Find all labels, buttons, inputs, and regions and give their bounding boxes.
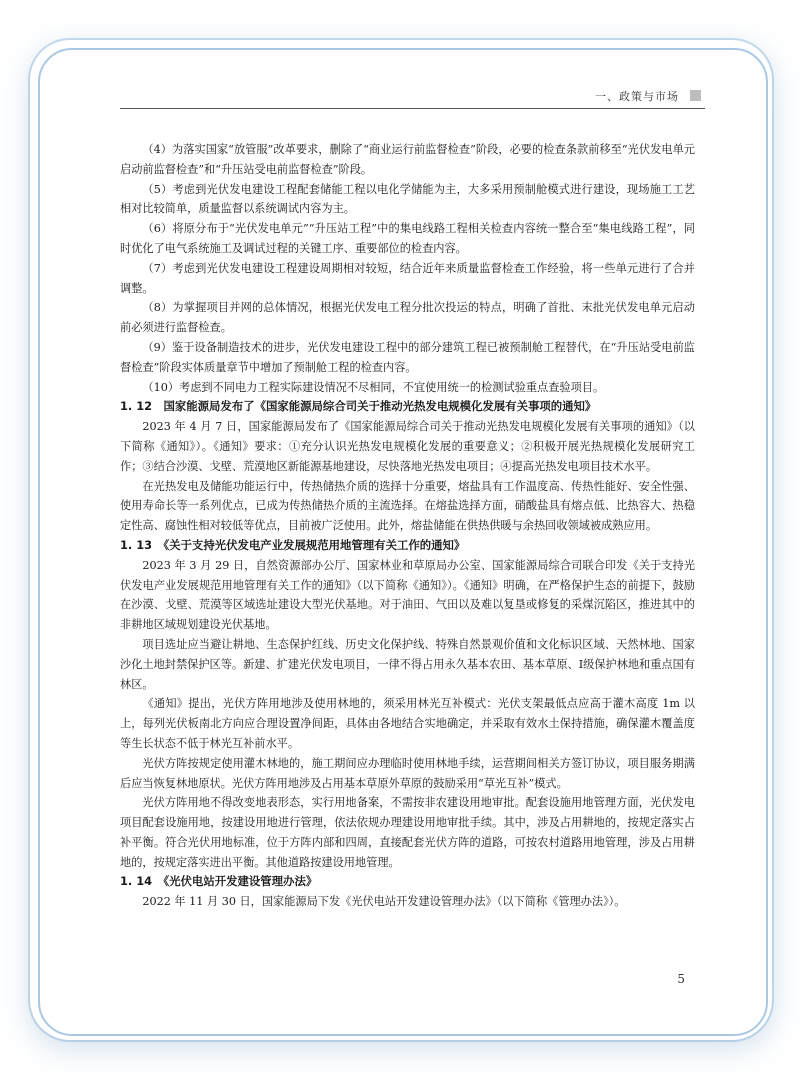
page-body: [120, 140, 695, 912]
section-1-13-paragraph: 项目选址应当避让耕地、生态保护红线、历史文化保护线、特殊自然景观价值和文化标识区域、天然林地、国家沙化土地封禁保护区等。新建、扩建光伏发电项目，一律不得占用永久基本农田、基本草原、Ⅰ级保护林地和重点国有林区。: [120, 637, 695, 691]
paragraph-item-9: （9）鉴于设备制造技术的进步，光伏发电建设工程中的部分建筑工程已被预制舱工程替代，在“升压站受电前监督检查”阶段实体质量章节中增加了预制舱工程的检查内容。: [120, 340, 695, 374]
section-1-12-paragraph: 在光热发电及储能功能运行中，传热储热介质的选择十分重要，熔盐具有工作温度高、传热性能好、安全性强、使用寿命长等一系列优点，已成为传热储热介质的主流选择。在熔盐选择方面，硝酸盐具有熔点低、比热容大、热稳定性高、腐蚀性相对较低等优点，目前被广泛使用。此外，熔盐储能在供热供暖与余热回收领域被成熟应用。: [120, 479, 695, 533]
section-heading-1-14: 1. 14 《光伏电站开发建设管理办法》: [120, 874, 318, 889]
paragraph-item-8: （8）为掌握项目并网的总体情况，根据光伏发电工程分批次投运的特点，明确了首批、末批光伏发电单元启动前必须进行监督检查。: [120, 301, 695, 335]
paragraph-item-6: （6）将原分布于“光伏发电单元”“升压站工程”中的集电线路工程相关检查内容统一整合至“集电线路工程”，同时优化了电气系统施工及调试过程的关键工序、重要部位的检查内容。: [120, 222, 695, 255]
section-1-13-paragraph: 2023 年 3 月 29 日，自然资源部办公厅、国家林业和草原局办公室、国家能源局综合司联合印发《关于支持光伏发电产业发展规范用地管理有关工作的通知》（以下简称《通知》）。《通知》明确，在严格保护生态的前提下，鼓励在沙漠、戈壁、荒漠等区域选址建设大型光伏基地。对于油田、气田以及难以复垦或修复的采煤沉陷区，推进其中的非耕地区域规划建设光伏基地。: [120, 558, 695, 632]
header-square-marker: [690, 90, 701, 101]
paragraph-item-7: （7）考虑到光伏发电建设工程建设周期相对较短，结合近年来质量监督检查工作经验，将一些单元进行了合并调整。: [120, 261, 695, 295]
page-number: 5: [677, 972, 685, 986]
section-heading-1-12: 1. 12 国家能源局发布了《国家能源局综合司关于推动光热发电规模化发展有关事项的通知》: [120, 399, 597, 414]
section-1-14-paragraph: 2022 年 11 月 30 日，国家能源局下发《光伏电站开发建设管理办法》（以下简称《管理办法》）。: [142, 895, 626, 909]
paragraph-item-4: （4）为落实国家“放管服”改革要求，删除了“商业运行前监督检查”阶段，必要的检查条款前移至“光伏发电单元启动前监督检查”和“升压站受电前监督检查”阶段。: [120, 143, 695, 176]
running-header: [120, 88, 705, 109]
section-heading-1-13: 1. 13 《关于支持光伏发电产业发展规范用地管理有关工作的通知》: [120, 537, 466, 552]
section-1-13-paragraph: 光伏方阵按规定使用灌木林地的，施工期间应办理临时使用林地手续，运营期间相关方签订协议，项目服务期满后应当恢复林地原状。光伏方阵用地涉及占用基本草原外草原的鼓励采用“草光互补”模式。: [120, 756, 695, 790]
section-1-13-paragraph: 《通知》提出，光伏方阵用地涉及使用林地的，须采用林光互补模式：光伏支架最低点应高于灌木高度 1m 以上，每列光伏板南北方向应合理设置净间距，具体由各地结合实地确定，并采取有效水土保持措施，确保灌木覆盖度等生长状态不低于林光互补前水平。: [120, 697, 695, 750]
header-section-title: 一、政策与市场: [595, 90, 679, 103]
paragraph-item-10: （10）考虑到不同电力工程实际建设情况不尽相同，不宜使用统一的检测试验重点查验项目。: [142, 380, 605, 394]
section-1-13-paragraph: 光伏方阵用地不得改变地表形态，实行用地备案，不需按非农建设用地审批。配套设施用地管理方面，光伏发电项目配套设施用地，按建设用地进行管理，依法依规办理建设用地审批手续。其中，涉及占用耕地的，按规定落实占补平衡。符合光伏用地标准，位于方阵内部和四周，直接配套光伏方阵的道路，可按农村道路用地管理，涉及占用耕地的，按规定落实进出平衡。其他道路按建设用地管理。: [120, 796, 695, 869]
section-1-12-paragraph: 2023 年 4 月 7 日，国家能源局发布了《国家能源局综合司关于推动光热发电规模化发展有关事项的通知》（以下简称《通知》）。《通知》要求：①充分认识光热发电规模化发展的重要意义；②积极开展光热规模化发展研究工作；③结合沙漠、戈壁、荒漠地区新能源基地建设，尽快落地光热发电项目；④提高光热发电项目技术水平。: [120, 420, 695, 473]
paragraph-item-5: （5）考虑到光伏发电建设工程配套储能工程以电化学储能为主，大多采用预制舱模式进行建设，现场施工工艺相对比较简单，质量监督以系统调试内容为主。: [120, 182, 695, 216]
